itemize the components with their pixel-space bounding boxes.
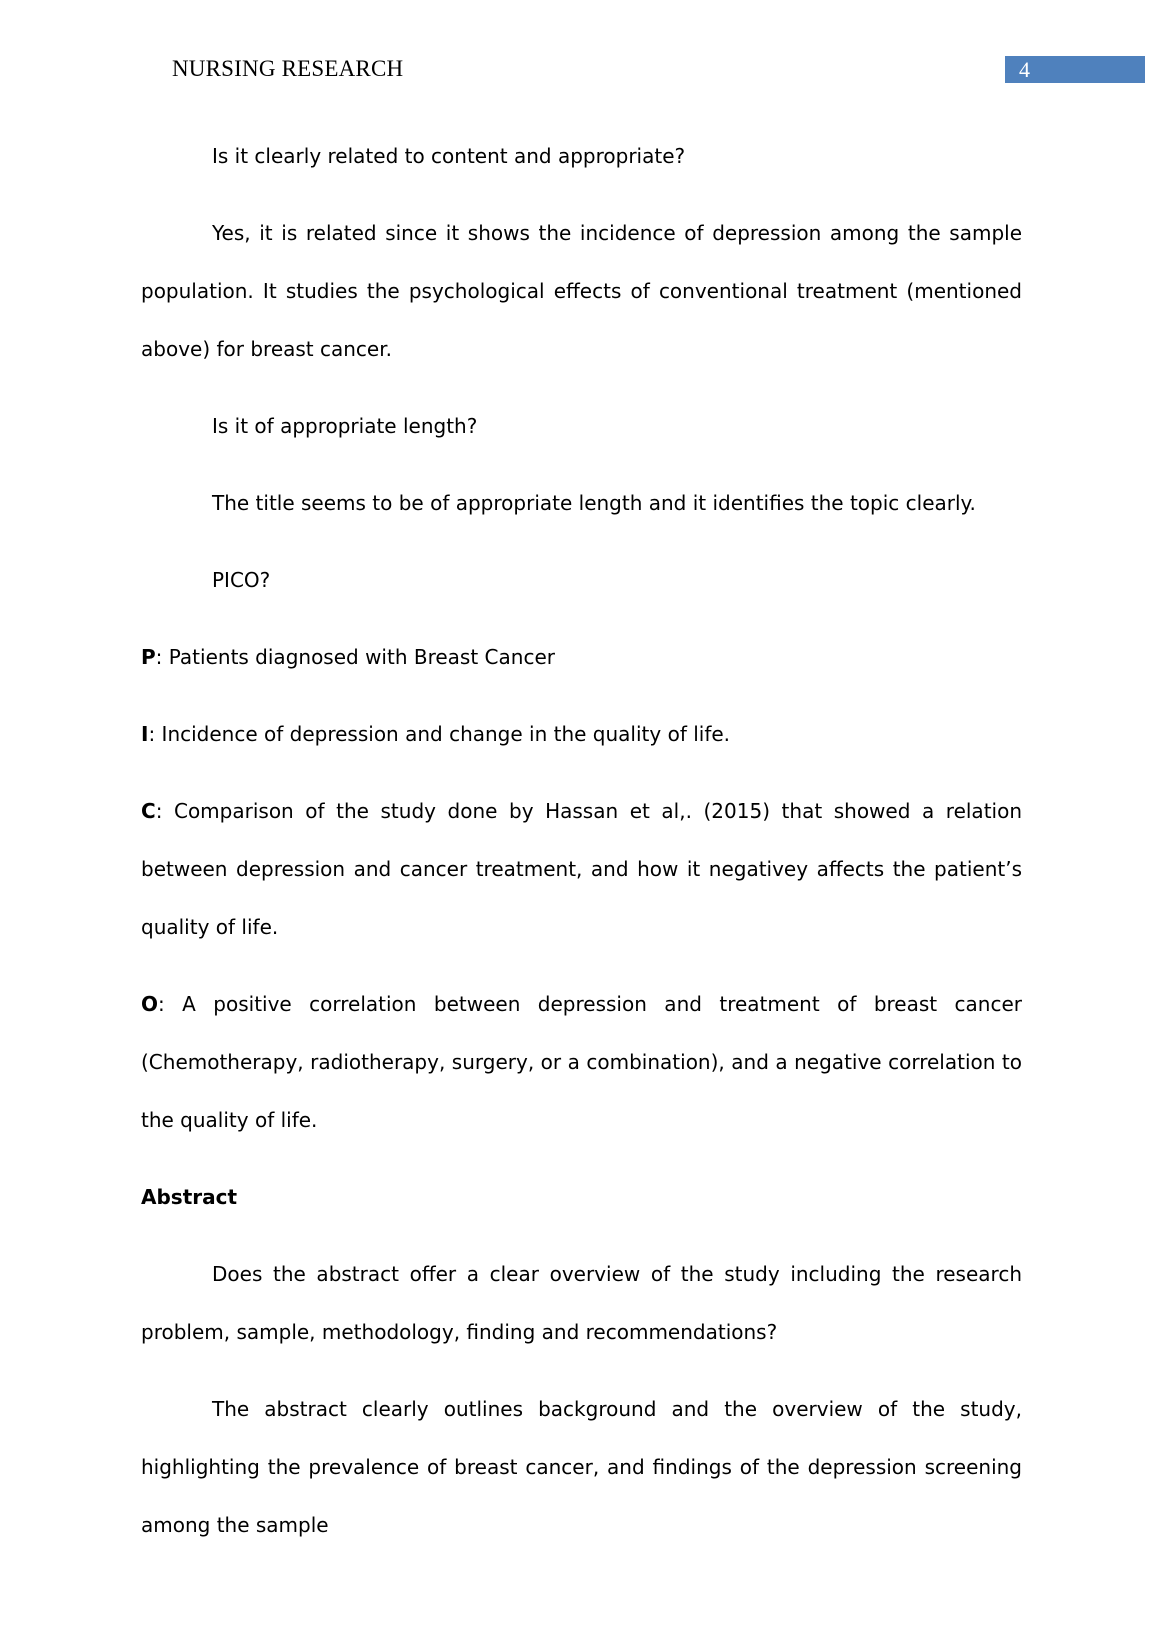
- body-text: [141, 127, 1022, 1573]
- pico-text: : A positive correlation between depression and treatment of breast cancer (Chemotherapy, radiotherapy, surgery, or a combination), and a negative correlation to the quality of life.: [141, 992, 1022, 1132]
- pico-item-i: [141, 705, 1022, 763]
- answer-related: Yes, it is related since it shows the incidence of depression among the sample population. It studies the psychological effects of conventional treatment (mentioned above) for breast cancer.: [141, 221, 1022, 361]
- answer-length: The title seems to be of appropriate length and it identifies the topic clearly.: [212, 491, 976, 515]
- abstract-heading: Abstract: [141, 1185, 238, 1209]
- question-related: Is it clearly related to content and appropriate?: [212, 144, 686, 168]
- running-head: NURSING RESEARCH: [172, 56, 404, 81]
- pico-letter: C: [141, 799, 156, 823]
- answer-abstract: The abstract clearly outlines background and the overview of the study, highlighting the prevalence of breast cancer, and findings of the depression screening among the sample: [141, 1397, 1022, 1537]
- question-length: Is it of appropriate length?: [212, 414, 478, 438]
- pico-text: : Incidence of depression and change in the quality of life.: [148, 722, 731, 746]
- page-number: 4: [1019, 57, 1030, 82]
- question-abstract: Does the abstract offer a clear overview of the study including the research problem, sample, methodology, finding and recommendations?: [141, 1262, 1022, 1344]
- pico-letter: O: [141, 992, 159, 1016]
- pico-item-o: [141, 975, 1022, 1149]
- pico-question: PICO?: [212, 568, 271, 592]
- pico-item-p: [141, 628, 1022, 686]
- pico-item-c: [141, 782, 1022, 956]
- pico-text: : Patients diagnosed with Breast Cancer: [155, 645, 555, 669]
- pico-letter: I: [141, 722, 149, 746]
- pico-text: : Comparison of the study done by Hassan et al,. (2015) that showed a relation between depression and cancer treatment, and how it negativey affects the patient’s quality of life.: [141, 799, 1022, 939]
- page-number-box: [1005, 56, 1145, 83]
- pico-letter: P: [141, 645, 156, 669]
